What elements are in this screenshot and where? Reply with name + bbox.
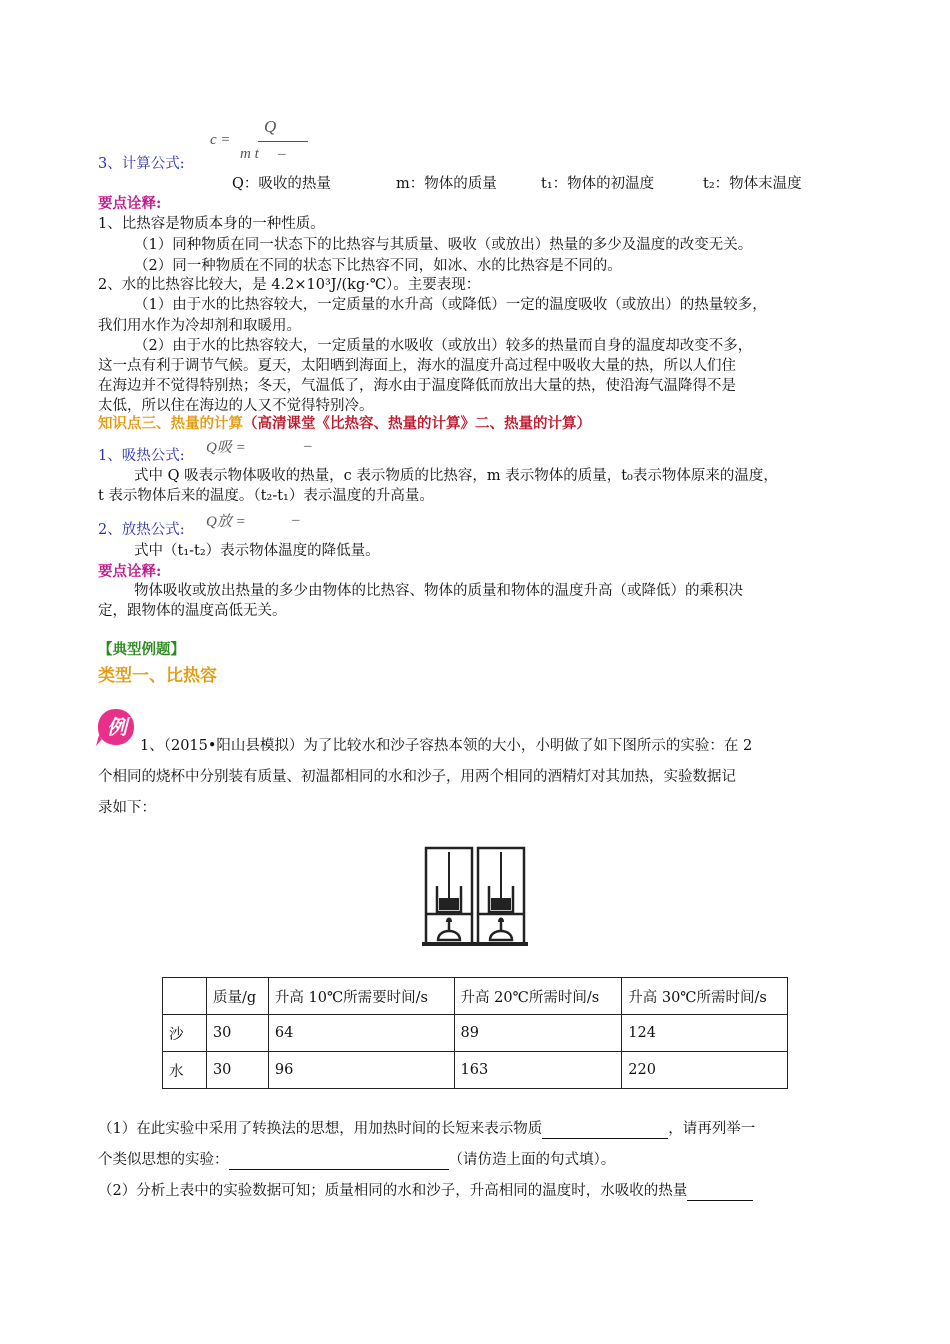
legend-t2: t₂：物体末温度 (703, 176, 802, 192)
formula-c-fraction-bar (258, 141, 308, 142)
table-cell: 163 (454, 1052, 622, 1089)
key-point-1-line: 1、比热容是物质本身的一种性质。 (98, 216, 325, 232)
section3-title-red: （高清课堂《比热容、热量的计算》二、热量的计算） (243, 415, 591, 432)
table-header-cell: 升高 10℃所需要时间/s (268, 978, 454, 1015)
table-row (163, 1015, 788, 1052)
question1-line: 1、（2015•阳山县模拟）为了比较水和沙子容热本领的大小，小明做了如下图所示的实验：在 2 (140, 738, 753, 754)
table-cell: 89 (454, 1015, 622, 1052)
answer-blank[interactable] (687, 1186, 753, 1201)
data-table (162, 977, 788, 1089)
key-point-1-line: 2、水的比热容比较大，是 4.2×10³J/(kg·℃）。主要表现： (98, 277, 481, 293)
table-row (163, 1052, 788, 1089)
table-header-cell: 升高 30℃所需时间/s (622, 978, 788, 1015)
key-point-1-line: （2）由于水的比热容较大，一定质量的水吸收（或放出）较多的热量而自身的温度却改变不多， (134, 338, 753, 354)
answer-blank[interactable] (229, 1155, 449, 1170)
sub-question-1-line2 (98, 1150, 615, 1170)
key-point-title-2: 要点诠释: (98, 563, 162, 580)
section3-title (98, 414, 591, 434)
section3-title-orange: 知识点三、热量的计算 (98, 415, 243, 432)
legend-m: m：物体的质量 (396, 176, 497, 192)
formula-c-dash: – (278, 146, 286, 162)
absorb-desc-line: t 表示物体后来的温度。（t₂-t₁）表示温度的升高量。 (98, 488, 434, 504)
table-header-row (163, 978, 788, 1015)
sub-question-1-text-c: 个类似思想的实验： (98, 1152, 229, 1168)
absorb-dash: – (304, 438, 312, 454)
release-dash: – (292, 512, 300, 528)
table-cell: 220 (622, 1052, 788, 1089)
key-point-1-line: 我们用水作为冷却剂和取暖用。 (98, 318, 301, 334)
absorb-formula: Q吸 = (206, 440, 246, 456)
key-point-2-line: 定，跟物体的温度高低无关。 (98, 603, 287, 619)
table-cell: 30 (206, 1052, 268, 1089)
sub-question-1-text-d: （请仿造上面的句式填）。 (448, 1152, 616, 1168)
sub-question-1-line1 (98, 1119, 755, 1139)
table-header-cell (163, 978, 207, 1015)
key-point-1-line: （2）同一种物质在不同的状态下比热容不同，如冰、水的比热容是不同的。 (134, 258, 622, 274)
absorb-desc-line: 式中 Q 吸表示物体吸收的热量，c 表示物质的比热容，m 表示物体的质量，t₀表示物体原来的温度， (134, 468, 778, 484)
table-cell: 64 (268, 1015, 454, 1052)
formula-c-eq: c = (210, 132, 231, 148)
sub-question-2-line (98, 1181, 753, 1201)
sub-question-1-text-a: （1）在此实验中采用了转换法的思想，用加热时间的长短来表示物质 (98, 1121, 543, 1137)
type1-heading: 类型一、比热容 (98, 666, 217, 686)
release-desc: 式中（t₁-t₂）表示物体温度的降低量。 (134, 543, 380, 559)
calc-formula-label: 3、计算公式: (98, 156, 185, 172)
example-badge-icon (96, 707, 136, 747)
sub-question-2-text: （2）分析上表中的实验数据可知；质量相同的水和沙子，升高相同的温度时，水吸收的热量 (98, 1183, 688, 1199)
question1-line: 个相同的烧杯中分别装有质量、初温都相同的水和沙子，用两个相同的酒精灯对其加热，实验数据记 (98, 769, 736, 785)
table-cell: 30 (206, 1015, 268, 1052)
legend-t1: t₁：物体的初温度 (541, 176, 655, 192)
answer-blank[interactable] (542, 1124, 668, 1139)
experiment-apparatus-figure (420, 842, 530, 948)
key-point-1-line: （1）由于水的比热容较大，一定质量的水升高（或降低）一定的温度吸收（或放出）的热量较多， (134, 297, 767, 313)
table-header-cell: 升高 20℃所需时间/s (454, 978, 622, 1015)
legend-q: Q：吸收的热量 (232, 176, 331, 192)
table-cell: 水 (163, 1052, 207, 1089)
formula-c-numerator: Q (264, 117, 277, 136)
table-cell: 沙 (163, 1015, 207, 1052)
release-formula: Q放 = (206, 514, 246, 530)
table-header-cell: 质量/g (206, 978, 268, 1015)
key-point-title-1: 要点诠释: (98, 195, 162, 212)
example-badge-text: 例 (107, 715, 127, 739)
formula-c-denominator: m t (240, 146, 259, 162)
examples-header: 【典型例题】 (98, 641, 185, 658)
table-cell: 96 (268, 1052, 454, 1089)
key-point-2-line: 物体吸收或放出热量的多少由物体的比热容、物体的质量和物体的温度升高（或降低）的乘积决 (134, 583, 743, 599)
question1-line: 录如下： (98, 800, 156, 816)
key-point-1-line: （1）同种物质在同一状态下的比热容与其质量、吸收（或放出）热量的多少及温度的改变无关。 (134, 237, 753, 253)
release-label: 2、放热公式: (98, 522, 185, 538)
key-point-1-line: 在海边并不觉得特别热；冬天，气温低了，海水由于温度降低而放出大量的热，使沿海气温降得不是 (98, 378, 736, 394)
key-point-1-line: 太低，所以住在海边的人又不觉得特别冷。 (98, 398, 374, 414)
key-point-1-line: 这一点有利于调节气候。夏天，太阳晒到海面上，海水的温度升高过程中吸收大量的热，所以人们住 (98, 358, 736, 374)
sub-question-1-text-b: ，请再列举一 (668, 1121, 756, 1137)
absorb-label: 1、吸热公式: (98, 448, 185, 464)
table-cell: 124 (622, 1015, 788, 1052)
